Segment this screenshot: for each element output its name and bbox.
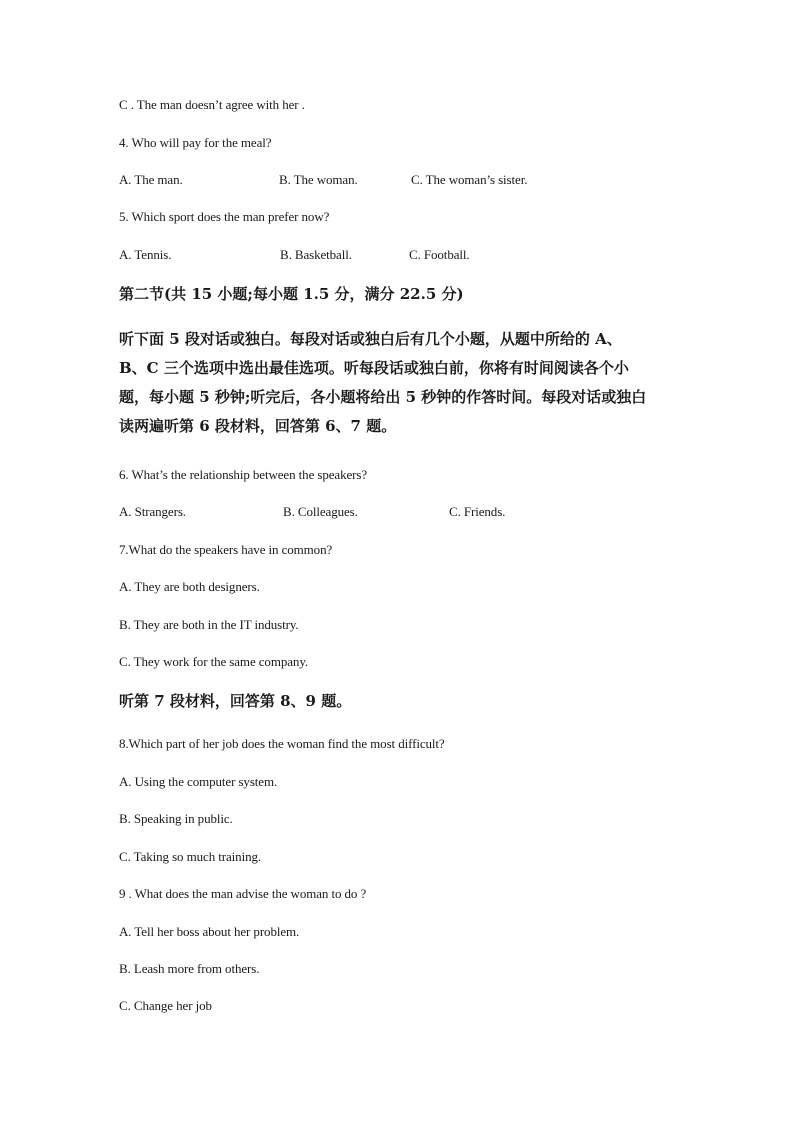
option-5b: B. Basketball. (280, 247, 352, 262)
option-4c: C. The woman’s sister. (411, 172, 528, 187)
option-6c: C. Friends. (449, 504, 506, 519)
instruction-line-3: 题，每小题 5 秒钟;听完后，各小题将给出 5 秒钟的作答时间。每段对话或独白 (119, 388, 647, 406)
option-8c: C. Taking so much training. (119, 849, 262, 864)
material-7-heading: 听第 7 段材料，回答第 8、9 题。 (119, 692, 352, 710)
option-5c: C. Football. (409, 247, 470, 262)
option-9b: B. Leash more from others. (119, 961, 260, 976)
question-5: 5. Which sport does the man prefer now? (119, 209, 330, 224)
option-6b: B. Colleagues. (283, 504, 358, 519)
option-4a: A. The man. (119, 172, 183, 187)
instruction-line-4: 读两遍听第 6 段材料，回答第 6、7 题。 (119, 417, 397, 435)
question-9: 9 . What does the man advise the woman to do ? (119, 886, 367, 901)
option-6a: A. Strangers. (119, 504, 186, 519)
question-4: 4. Who will pay for the meal? (119, 135, 272, 150)
question-6: 6. What’s the relationship between the speakers? (119, 467, 368, 482)
option-7b: B. They are both in the IT industry. (119, 617, 299, 632)
option-9a: A. Tell her boss about her problem. (119, 924, 300, 939)
question-7: 7.What do the speakers have in common? (119, 542, 333, 557)
option-5a: A. Tennis. (119, 247, 172, 262)
option-9c: C. Change her job (119, 998, 212, 1013)
option-7a: A. They are both designers. (119, 579, 260, 594)
section-2-instructions (119, 325, 679, 441)
option-8b: B. Speaking in public. (119, 811, 233, 826)
option-3c: C . The man doesn’t agree with her . (119, 97, 305, 112)
option-4b: B. The woman. (279, 172, 358, 187)
instruction-line-2: B、C 三个选项中选出最佳选项。听每段话或独白前，你将有时间阅读各个小 (119, 359, 629, 377)
instruction-line-1: 听下面 5 段对话或独白。每段对话或独白后有几个小题，从题中所给的 A、 (119, 330, 622, 348)
option-8a: A. Using the computer system. (119, 774, 278, 789)
question-8: 8.Which part of her job does the woman find the most difficult? (119, 736, 445, 751)
option-7c: C. They work for the same company. (119, 654, 309, 669)
section-2-heading: 第二节(共 15 小题;每小题 1.5 分，满分 22.5 分) (119, 285, 464, 303)
